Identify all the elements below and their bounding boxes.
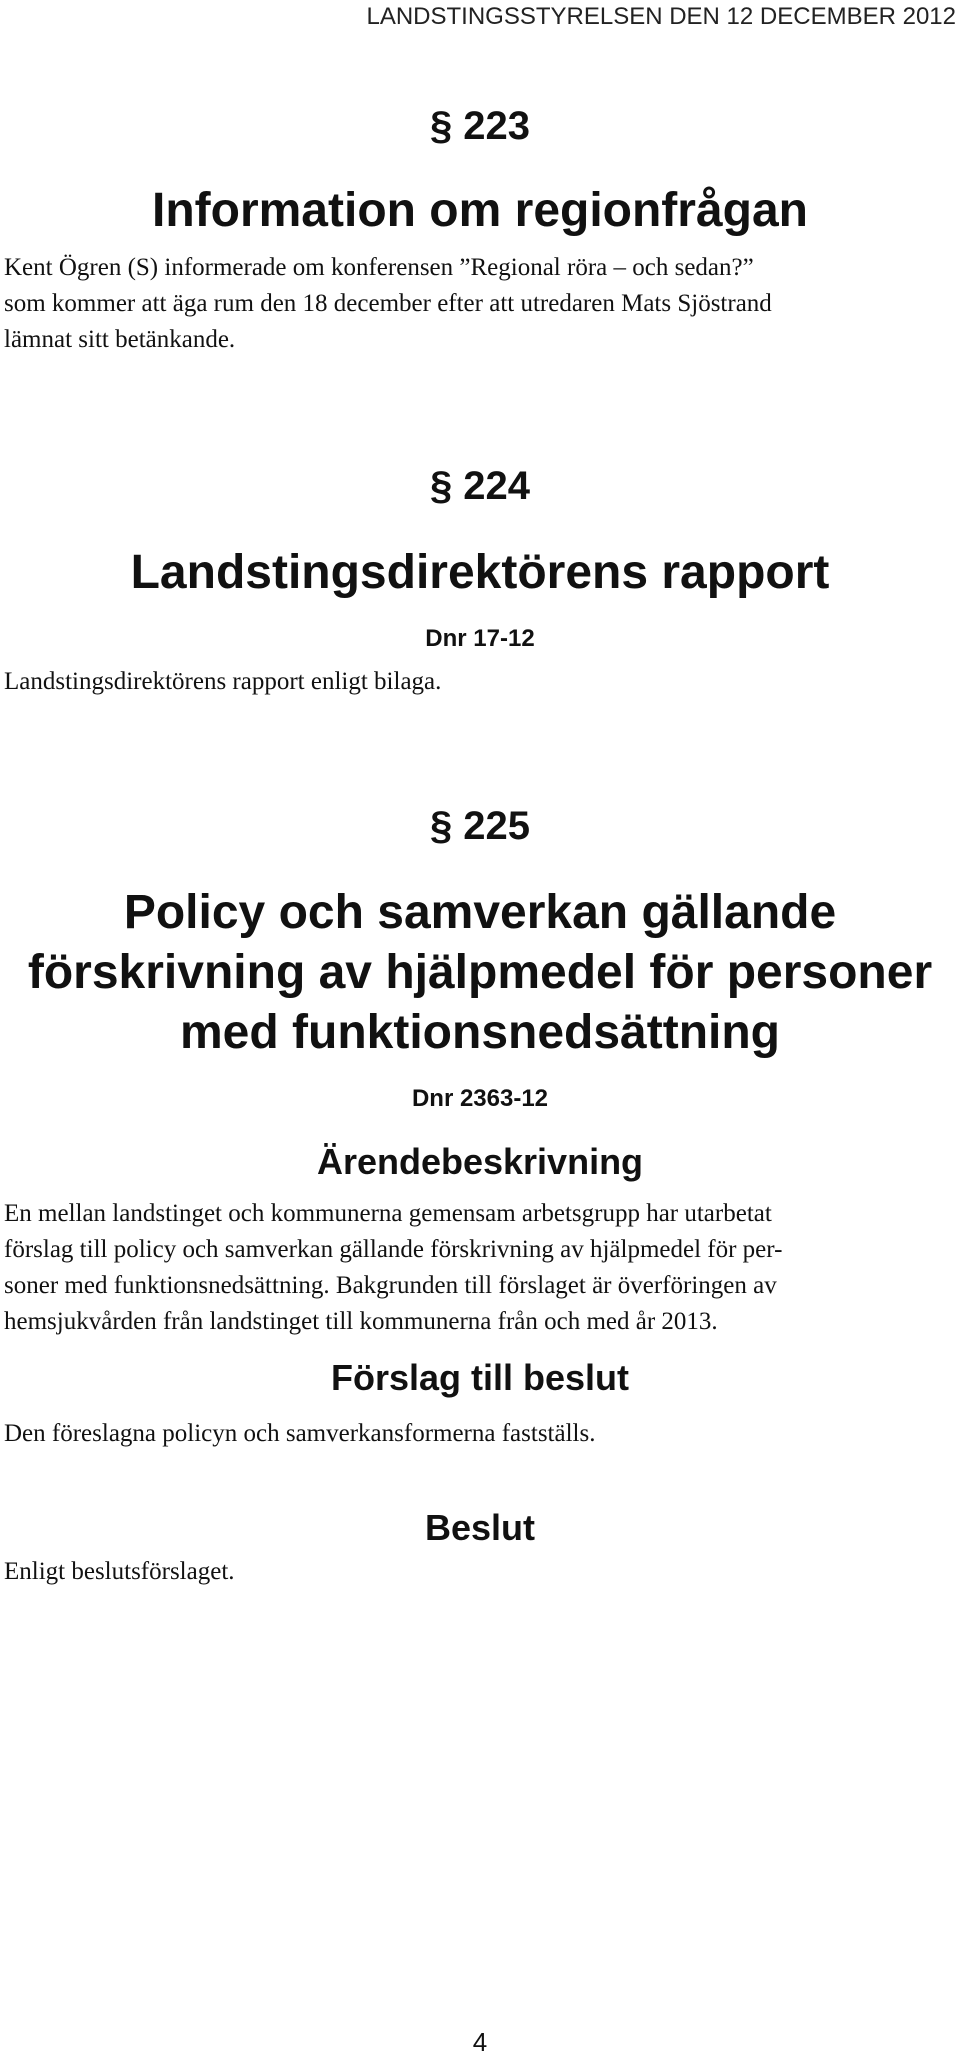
description-body-line: hemsjukvården från landstinget till kommunerna från och med år 2013. [4,1308,718,1335]
section-225-number: § 225 [429,804,531,848]
description-body [4,1196,782,1340]
description-body-line: En mellan landstinget och kommunerna gemensam arbetsgrupp har utarbetat [4,1200,772,1227]
section-224-number: § 224 [429,464,531,508]
section-223-body-line: som kommer att äga rum den 18 december efter att utredaren Mats Sjöstrand [4,290,772,317]
section-224-body-line: Landstingsdirektörens rapport enligt bilaga. [4,668,442,695]
section-225-dnr: Dnr 2363-12 [411,1085,549,1112]
section-225-title-line-2: förskrivning av hjälpmedel för personer [27,946,933,999]
description-body-line: förslag till policy och samverkan gällande förskrivning av hjälpmedel för per- [4,1236,783,1263]
decision-heading: Beslut [424,1507,536,1548]
section-223-number: § 223 [429,104,531,148]
section-224-title: Landstingsdirektörens rapport [130,546,830,599]
section-223-body-line: lämnat sitt betänkande. [4,326,236,353]
proposal-heading: Förslag till beslut [330,1357,630,1398]
section-225-title-line-3: med funktionsnedsättning [180,1006,780,1059]
proposal-text: Den föreslagna policyn och samverkansformerna fastställs. [4,1420,596,1447]
description-heading: Ärendebeskrivning [316,1141,644,1182]
section-223-body-line: Kent Ögren (S) informerade om konferensen ”Regional röra – och sedan?” [4,254,754,281]
section-224-dnr: Dnr 17-12 [425,625,535,652]
running-header: LANDSTINGSSTYRELSEN DEN 12 DECEMBER 2012 [366,3,956,30]
section-225-title-line-1: Policy och samverkan gällande [123,886,837,939]
description-body-line: soner med funktionsnedsättning. Bakgrunden till förslaget är överföringen av [4,1272,777,1299]
decision-text: Enligt beslutsförslaget. [4,1558,235,1585]
page-number: 4 [472,2027,488,2057]
section-224-body [4,664,441,700]
section-223-body [4,250,772,358]
section-223-title: Information om regionfrågan [151,184,808,237]
